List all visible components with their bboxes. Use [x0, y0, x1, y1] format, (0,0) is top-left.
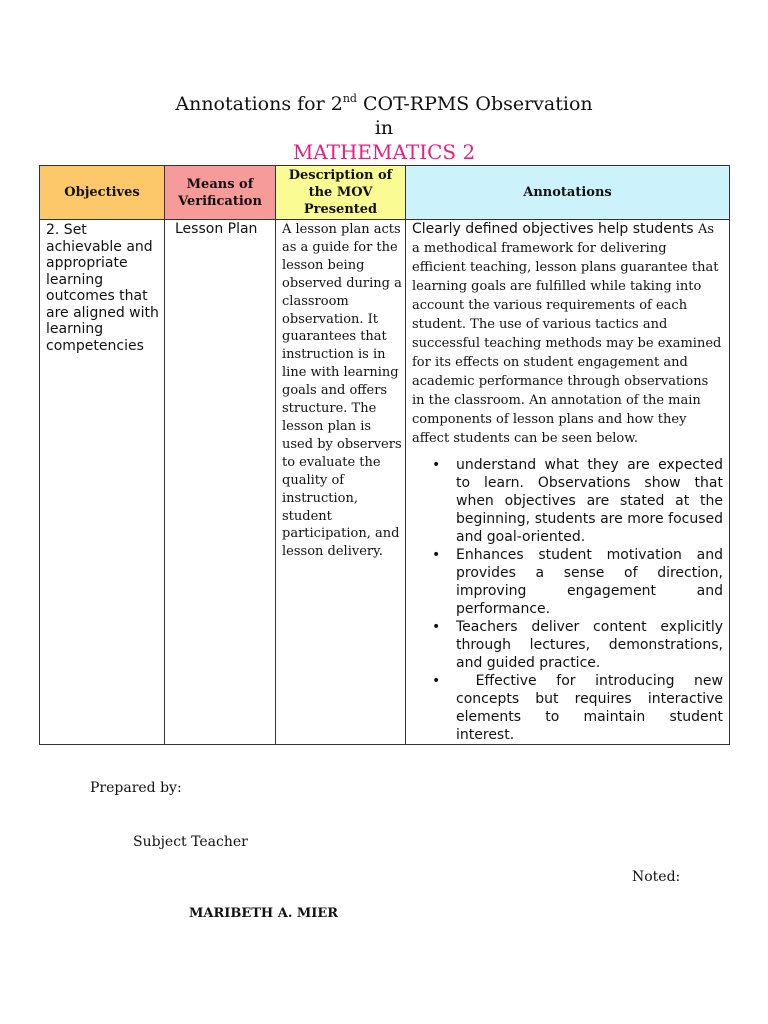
header-description: Description of the MOV Presented [276, 166, 406, 220]
signatory-name: MARIBETH A. MIER [189, 906, 339, 921]
header-annotations: Annotations [406, 166, 730, 220]
subject-title: MATHEMATICS 2 [292, 140, 476, 164]
bullet-icon: • [432, 457, 441, 473]
noted-label: Noted: [632, 869, 681, 885]
header-means-of-verification: Means of Verification [165, 166, 276, 220]
annotation-table [39, 165, 730, 745]
bullet-icon: • [432, 673, 441, 689]
annotation-paragraph [412, 220, 723, 448]
annotation-bullet-list [412, 456, 728, 744]
bullet-text: understand what they are expected to learn. Observations show that when objectives are stated at the beginning, students are more focused and goal-oriented. [456, 457, 723, 545]
annotation-body: As a methodical framework for delivering efficient teaching, lesson plans guarantee that learning goals are fulfilled while taking into account the various requirements of each student. The use of various tactics and successful teaching methods may be examined for its effects on student engagement and academic performance through observations in the classroom. An annotation of the main components of lesson plans and how they affect students can be seen below. [412, 222, 722, 446]
bullet-text: Enhances student motivation and provides a sense of direction, improving engagement and performance. [456, 547, 723, 617]
table-header-row [40, 166, 730, 220]
annotation-first-sentence: Clearly defined objectives help students [412, 221, 699, 237]
header-objectives: Objectives [40, 166, 165, 220]
title-suffix: COT-RPMS Observation [356, 93, 593, 115]
bullet-icon: • [432, 619, 441, 635]
bullet-icon: • [432, 547, 441, 563]
list-item [432, 546, 723, 618]
list-item [432, 456, 723, 546]
list-item [432, 672, 728, 744]
means-cell: Lesson Plan [165, 220, 276, 745]
table-row [40, 220, 730, 745]
description-cell: A lesson plan acts as a guide for the lesson being observed during a classroom observation. It guarantees that instruction is in line with learning goals and offers structure. The lesson plan is used by observers to evaluate the quality of instruction, student participation, and lesson delivery. [276, 220, 406, 745]
annotation-cell [406, 220, 730, 745]
title-line-1 [0, 92, 768, 116]
bullet-text: Effective for introducing new concepts but requires interactive elements to maintain student interest. [456, 673, 728, 743]
prepared-by-label: Prepared by: [90, 780, 182, 796]
list-item [432, 618, 723, 672]
title-line-2: in [374, 117, 394, 139]
objective-cell: 2. Set achievable and appropriate learning outcomes that are aligned with learning competencies [40, 220, 165, 745]
title-superscript: nd [342, 92, 357, 105]
subject-teacher-label: Subject Teacher [133, 834, 248, 850]
bullet-text: Teachers deliver content explicitly through lectures, demonstrations, and guided practice. [456, 619, 723, 671]
title-prefix: Annotations for 2 [175, 93, 343, 115]
